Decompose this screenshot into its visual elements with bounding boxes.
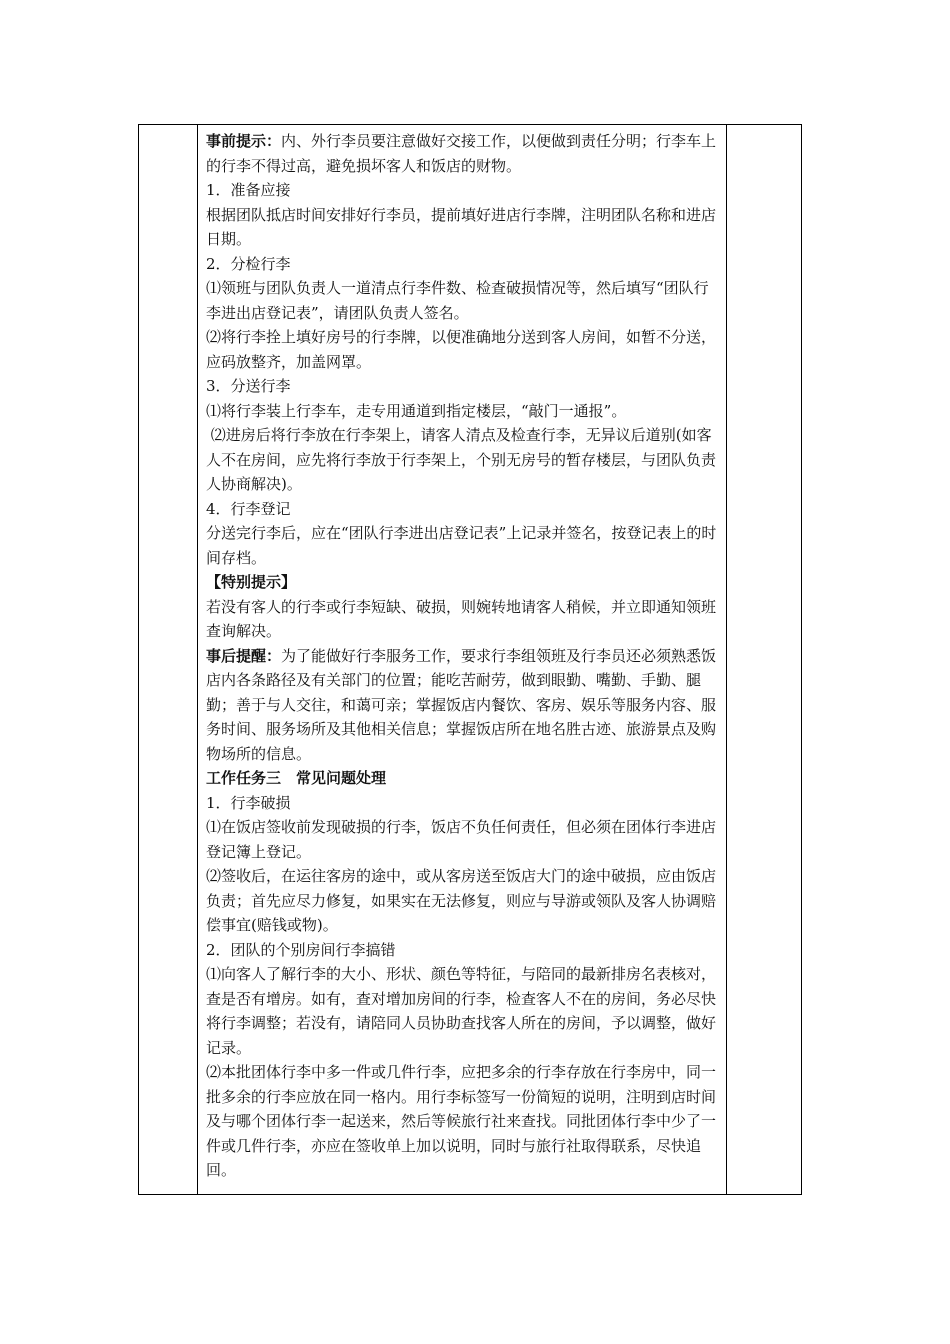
paragraph: 分送完行李后，应在“团队行李进出店登记表”上记录并签名，按登记表上的时间存档。 xyxy=(206,524,717,567)
paragraph: ⑴向客人了解行李的大小、形状、颜色等特征，与陪同的最新排房名表核对，查是否有增房。如有，查对增加房间的行李，检查客人不在的房间，务必尽快将行李调整；若没有，请陪同人员协助查找客人所在的房间，予以调整，做好记录。 xyxy=(206,965,717,1057)
heading-prepare: 1．准备应接 xyxy=(206,181,291,199)
paragraph-pre-reminder: 事前提示：内、外行李员要注意做好交接工作，以便做到责任分明；行李车上的行李不得过高，避免损坏客人和饭店的财物。 xyxy=(206,132,717,175)
heading-sort: 2．分检行李 xyxy=(206,254,291,273)
label-pre-reminder: 事前提示： xyxy=(206,132,282,150)
content-cell xyxy=(206,129,720,1183)
paragraph-post-reminder: 事后提醒：为了能做好行李服务工作，要求行李组领班及行李员还必须熟悉饭店内各条路径及有关部门的位置；能吃苦耐劳，做到眼勤、嘴勤、手勤、腿勤；善于与人交往，和蔼可亲；掌握饭店内餐饮、客房、娱乐等服务内容、服务时间、服务场所及其他相关信息；掌握饭店所在地名胜古迹、旅游景点及购物场所的信息。 xyxy=(206,646,717,763)
paragraph: ⑴在饭店签收前发现破损的行李，饭店不负任何责任，但必须在团体行李进店登记簿上登记。 xyxy=(206,818,717,861)
paragraph: 根据团队抵店时间安排好行李员，提前填好进店行李牌，注明团队名称和进店日期。 xyxy=(206,205,717,248)
heading-deliver: 3．分送行李 xyxy=(206,377,291,395)
paragraph: ⑵进房后将行李放在行李架上，请客人清点及检查行李，无异议后道别(如客人不在房间，应先将行李放于行李架上，个别无房号的暂存楼层，与团队负责人协商解决)。 xyxy=(206,426,717,493)
paragraph: ⑵本批团体行李中多一件或几件行李，应把多余的行李存放在行李房中，同一批多余的行李应放在同一格内。用行李标签写一份简短的说明，注明到店时间及与哪个团体行李一起送来，然后等候旅行社来查找。同批团体行李中少了一件或几件行李，亦应在签收单上加以说明，同时与旅行社取得联系，尽快追回。 xyxy=(206,1063,717,1179)
paragraph: ⑵签收后，在运往客房的途中，或从客房送至饭店大门的途中破损，应由饭店负责；首先应尽力修复，如果实在无法修复，则应与导游或领队及客人协调赔偿事宜(赔钱或物)。 xyxy=(206,867,717,934)
paragraph: ⑴领班与团队负责人一道清点行李件数、检查破损情况等，然后填写“团队行李进出店登记表”，请团队负责人签名。 xyxy=(206,279,709,322)
paragraph: ⑴将行李装上行李车，走专用通道到指定楼层，“敲门一通报”。 xyxy=(206,401,627,420)
paragraph: ⑵将行李拴上填好房号的行李牌，以便准确地分送到客人房间，如暂不分送，应码放整齐，加盖网罩。 xyxy=(206,328,717,371)
left-column-border xyxy=(197,125,198,1194)
heading-damage: 1．行李破损 xyxy=(206,793,291,812)
task-three-heading: 工作任务三 常见问题处理 xyxy=(206,769,387,787)
document-table xyxy=(138,124,802,1195)
label-post-reminder: 事后提醒： xyxy=(206,646,282,665)
heading-mixup: 2．团队的个别房间行李搞错 xyxy=(206,940,396,959)
special-reminder-heading: 【特别提示】 xyxy=(206,573,297,591)
paragraph: 若没有客人的行李或行李短缺、破损，则婉转地请客人稍候，并立即通知领班查询解决。 xyxy=(206,597,717,640)
heading-register: 4．行李登记 xyxy=(206,499,291,518)
right-column-border xyxy=(726,125,727,1194)
